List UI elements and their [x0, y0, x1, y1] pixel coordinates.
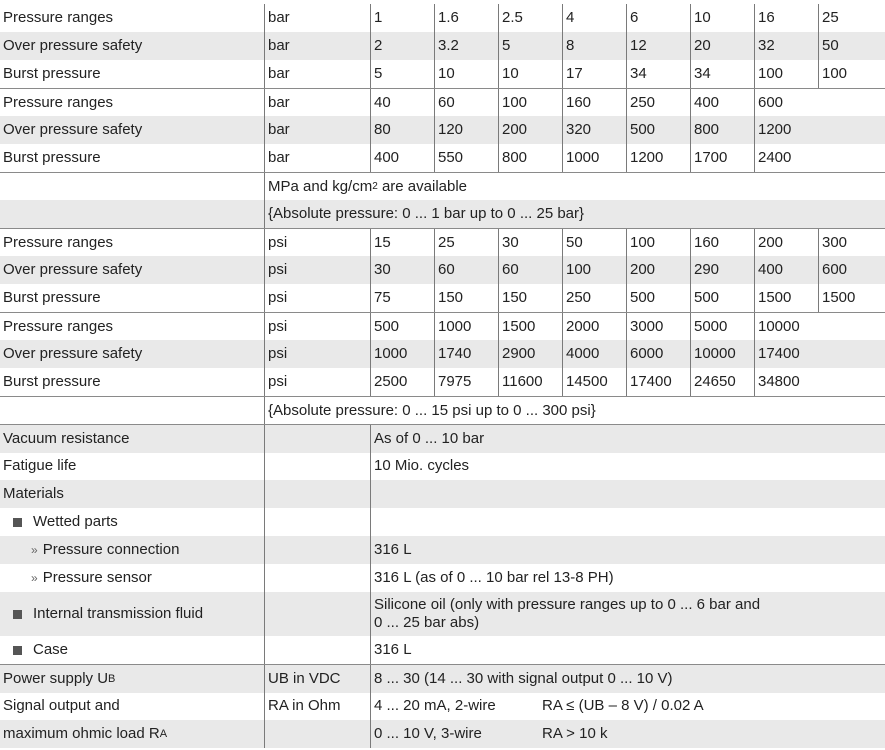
table-row — [0, 284, 885, 312]
value-cell: 32 — [754, 32, 818, 60]
value-cell: 1700 — [690, 144, 754, 172]
row-label: Pressure ranges — [3, 94, 114, 111]
value-cell: 1.6 — [434, 4, 498, 32]
unit-cell: psi — [264, 284, 370, 312]
table-row — [0, 228, 885, 257]
value-cell: 5000 — [690, 313, 754, 341]
value-cell: 25 — [818, 4, 885, 32]
connection-label: Pressure connection — [42, 541, 180, 558]
spec-label — [0, 636, 264, 664]
vacuum-label: Vacuum resistance — [3, 430, 130, 447]
unit-cell: bar — [264, 116, 370, 144]
spec-unit — [264, 452, 370, 480]
empty-label — [0, 173, 264, 201]
square-bullet-icon — [13, 610, 22, 619]
value-cell: 600 — [818, 256, 885, 284]
value-cell: 10 — [498, 60, 562, 88]
materials-row — [0, 480, 885, 508]
spec-label — [0, 564, 264, 592]
spec-label — [0, 508, 264, 536]
value-cell: 600 — [754, 89, 818, 117]
value-cell: 11600 — [498, 368, 562, 396]
value-cell: 10 — [690, 4, 754, 32]
load-row — [0, 720, 885, 748]
spec-value — [370, 536, 885, 564]
value-cell: 60 — [434, 89, 498, 117]
fatigue-value: 10 Mio. cycles — [374, 457, 470, 474]
spec-value — [370, 564, 885, 592]
value-cell: 34 — [690, 60, 754, 88]
value-cell: 4 — [562, 4, 626, 32]
value-cell: 2900 — [498, 340, 562, 368]
table-row — [0, 144, 885, 172]
value-cell: 800 — [690, 116, 754, 144]
value-cell: 2.5 — [498, 4, 562, 32]
value-cell: 10000 — [754, 313, 818, 341]
value-cell: 5 — [498, 32, 562, 60]
value-cell: 800 — [498, 144, 562, 172]
table-row — [0, 32, 885, 60]
sensor-row — [0, 564, 885, 592]
spec-label — [0, 665, 264, 693]
value-cell: 17400 — [754, 340, 818, 368]
value-cell: 400 — [690, 89, 754, 117]
power-label-sub: B — [108, 673, 116, 685]
table-row — [0, 312, 885, 341]
value-cell: 100 — [562, 256, 626, 284]
unit-cell: psi — [264, 313, 370, 341]
signal-value-2b: RA > 10 k — [542, 725, 608, 742]
value-cell: 1500 — [754, 284, 818, 312]
spec-value — [370, 592, 885, 636]
value-cell: 20 — [690, 32, 754, 60]
vacuum-value: As of 0 ... 10 bar — [374, 430, 485, 447]
table-row — [0, 368, 885, 396]
value-cell: 1200 — [626, 144, 690, 172]
spec-value — [370, 692, 885, 720]
table-row — [0, 88, 885, 117]
signal-label: Signal output and — [3, 697, 120, 714]
fatigue-row — [0, 452, 885, 480]
case-label: Case — [33, 641, 69, 658]
value-cell: 7975 — [434, 368, 498, 396]
table-row — [0, 340, 885, 368]
value-cell: 500 — [690, 284, 754, 312]
spec-value — [370, 508, 885, 536]
units-note-row — [0, 172, 885, 201]
value-cell: 1500 — [498, 313, 562, 341]
signal-value-1a: 4 ... 20 mA, 2-wire — [374, 697, 496, 714]
psi-absolute-note-row — [0, 396, 885, 425]
fatigue-label: Fatigue life — [3, 457, 77, 474]
sub-item-marker: » — [31, 543, 38, 557]
spec-label — [0, 592, 264, 636]
value-cell: 300 — [818, 229, 885, 257]
value-cell: 10000 — [690, 340, 754, 368]
value-cell: 100 — [498, 89, 562, 117]
value-cell: 1000 — [562, 144, 626, 172]
fluid-row — [0, 592, 885, 636]
absolute-note-row — [0, 200, 885, 228]
value-cell: 60 — [434, 256, 498, 284]
value-cell: 250 — [562, 284, 626, 312]
absolute-note: {Absolute pressure: 0 ... 1 bar up to 0 ... 25 bar} — [264, 200, 885, 228]
value-cell: 320 — [562, 116, 626, 144]
value-cell: 1200 — [754, 116, 818, 144]
value-cell: 34 — [626, 60, 690, 88]
spec-value — [370, 720, 885, 748]
value-cell: 80 — [370, 116, 434, 144]
power-row — [0, 664, 885, 693]
value-cell: 30 — [370, 256, 434, 284]
signal-value-2a: 0 ... 10 V, 3-wire — [374, 725, 482, 742]
wetted-label: Wetted parts — [33, 513, 118, 530]
value-cell: 160 — [690, 229, 754, 257]
value-cell: 4000 — [562, 340, 626, 368]
value-cell: 50 — [818, 32, 885, 60]
unit-cell: bar — [264, 32, 370, 60]
value-cell: 34800 — [754, 368, 818, 396]
sensor-label: Pressure sensor — [42, 569, 152, 586]
spec-unit — [264, 592, 370, 636]
value-cell: 1 — [370, 4, 434, 32]
value-cell: 1740 — [434, 340, 498, 368]
value-cell: 60 — [498, 256, 562, 284]
spec-value — [370, 425, 885, 453]
value-cell: 200 — [498, 116, 562, 144]
signal-row — [0, 692, 885, 720]
row-label: Burst pressure — [3, 149, 101, 166]
fluid-label: Internal transmission fluid — [33, 605, 204, 622]
power-value: 8 ... 30 (14 ... 30 with signal output 0 ... 10 V) — [374, 670, 673, 687]
table-row — [0, 4, 885, 32]
value-cell: 250 — [626, 89, 690, 117]
value-cell: 40 — [370, 89, 434, 117]
value-cell: 290 — [690, 256, 754, 284]
spec-unit — [264, 425, 370, 453]
value-cell: 5 — [370, 60, 434, 88]
value-cell: 50 — [562, 229, 626, 257]
connection-row — [0, 536, 885, 564]
value-cell: 17400 — [626, 368, 690, 396]
value-cell: 2 — [370, 32, 434, 60]
value-cell: 1500 — [818, 284, 885, 312]
vacuum-row — [0, 424, 885, 453]
sub-item-marker: » — [31, 571, 38, 585]
unit-cell: bar — [264, 60, 370, 88]
table-row — [0, 116, 885, 144]
wetted-row — [0, 508, 885, 536]
signal-value-1b: RA ≤ (UB – 8 V) / 0.02 A — [542, 697, 704, 714]
value-cell: 200 — [626, 256, 690, 284]
row-label: Pressure ranges — [3, 9, 114, 26]
table-row — [0, 256, 885, 284]
value-cell: 1000 — [370, 340, 434, 368]
spec-value — [370, 452, 885, 480]
spec-unit — [264, 508, 370, 536]
value-cell: 500 — [626, 284, 690, 312]
connection-value: 316 L — [374, 541, 412, 558]
fluid-value-line2: 0 ... 25 bar abs) — [374, 614, 480, 631]
value-cell: 6 — [626, 4, 690, 32]
spec-value — [370, 665, 885, 693]
units-note: MPa and kg/cm 2 are available — [264, 173, 885, 201]
value-cell: 16 — [754, 4, 818, 32]
row-label: Burst pressure — [3, 65, 101, 82]
case-row — [0, 636, 885, 664]
value-cell: 400 — [754, 256, 818, 284]
value-cell: 17 — [562, 60, 626, 88]
table-row — [0, 60, 885, 88]
unit-cell: bar — [264, 89, 370, 117]
value-cell: 120 — [434, 116, 498, 144]
value-cell: 12 — [626, 32, 690, 60]
value-cell: 500 — [370, 313, 434, 341]
load-label-sub: A — [159, 728, 168, 740]
power-label: Power supply U — [3, 670, 109, 687]
value-cell: 3000 — [626, 313, 690, 341]
value-cell: 25 — [434, 229, 498, 257]
spec-unit — [264, 536, 370, 564]
spec-unit — [264, 564, 370, 592]
value-cell: 160 — [562, 89, 626, 117]
load-label: maximum ohmic load R — [3, 725, 160, 742]
spec-label — [0, 452, 264, 480]
value-cell: 500 — [626, 116, 690, 144]
spec-label — [0, 536, 264, 564]
fluid-value-line1: Silicone oil (only with pressure ranges up to 0 ... 6 bar and — [374, 596, 761, 613]
value-cell: 400 — [370, 144, 434, 172]
sensor-value: 316 L (as of 0 ... 10 bar rel 13-8 PH) — [374, 569, 614, 586]
spec-label — [0, 480, 264, 508]
spec-label — [0, 425, 264, 453]
row-label: Pressure ranges — [3, 234, 114, 251]
value-cell: 14500 — [562, 368, 626, 396]
unit-cell: bar — [264, 4, 370, 32]
value-cell: 1000 — [434, 313, 498, 341]
value-cell: 3.2 — [434, 32, 498, 60]
spec-value — [370, 636, 885, 664]
empty-label — [0, 200, 264, 228]
unit-cell: psi — [264, 229, 370, 257]
spec-unit — [264, 636, 370, 664]
value-cell: 2500 — [370, 368, 434, 396]
value-cell: 30 — [498, 229, 562, 257]
row-label: Over pressure safety — [3, 261, 143, 278]
psi-absolute-note: {Absolute pressure: 0 ... 15 psi up to 0 ... 300 psi} — [264, 397, 885, 425]
value-cell: 24650 — [690, 368, 754, 396]
value-cell: 550 — [434, 144, 498, 172]
value-cell: 150 — [434, 284, 498, 312]
value-cell: 10 — [434, 60, 498, 88]
spec-label — [0, 692, 264, 720]
value-cell: 6000 — [626, 340, 690, 368]
row-label: Burst pressure — [3, 373, 101, 390]
value-cell: 2000 — [562, 313, 626, 341]
spec-value — [370, 480, 885, 508]
row-label: Over pressure safety — [3, 121, 143, 138]
value-cell: 15 — [370, 229, 434, 257]
row-label: Burst pressure — [3, 289, 101, 306]
row-label: Pressure ranges — [3, 318, 114, 335]
value-cell: 100 — [626, 229, 690, 257]
spec-unit: RA in Ohm — [264, 692, 370, 720]
square-bullet-icon — [13, 646, 22, 655]
unit-cell: bar — [264, 144, 370, 172]
unit-cell: psi — [264, 368, 370, 396]
row-label: Over pressure safety — [3, 37, 143, 54]
unit-cell: psi — [264, 256, 370, 284]
spec-unit — [264, 720, 370, 748]
value-cell: 100 — [818, 60, 885, 88]
empty-label — [0, 397, 264, 425]
spec-unit — [264, 480, 370, 508]
spec-unit: UB in VDC — [264, 665, 370, 693]
value-cell: 150 — [498, 284, 562, 312]
spec-label — [0, 720, 264, 748]
case-value: 316 L — [374, 641, 412, 658]
units-note-suffix: are available — [377, 178, 468, 195]
value-cell: 100 — [754, 60, 818, 88]
value-cell: 2400 — [754, 144, 818, 172]
row-label: Over pressure safety — [3, 345, 143, 362]
square-bullet-icon — [13, 518, 22, 527]
value-cell: 75 — [370, 284, 434, 312]
materials-label: Materials — [3, 485, 64, 502]
value-cell: 8 — [562, 32, 626, 60]
units-note-text: MPa and kg/cm — [268, 178, 373, 195]
unit-cell: psi — [264, 340, 370, 368]
value-cell: 200 — [754, 229, 818, 257]
